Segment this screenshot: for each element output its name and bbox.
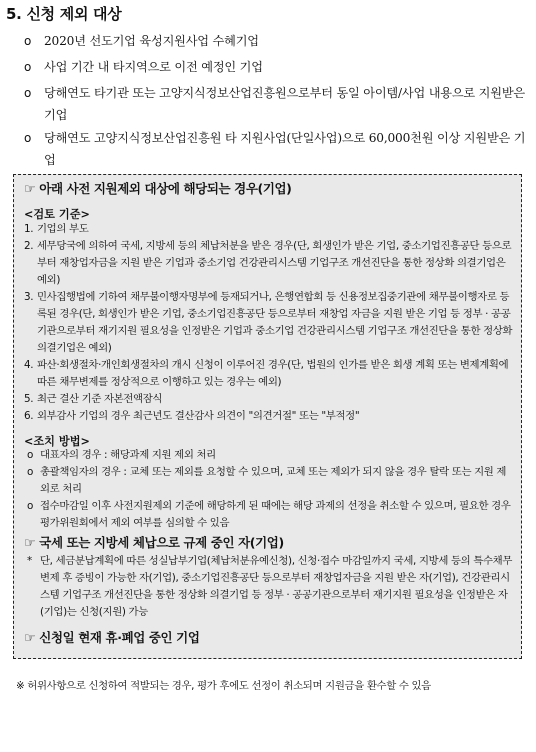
section-title-text: 아래 사전 지원제외 대상에 해당되는 경우(기업) <box>39 181 292 196</box>
bullet-item <box>24 56 526 78</box>
item-number: 2. <box>24 240 34 252</box>
item-text: 기업의 부도 <box>37 223 89 235</box>
action-method-label: <조치 방법> <box>24 435 90 448</box>
review-item <box>24 408 513 425</box>
pointing-hand-icon: ☞ <box>24 182 36 197</box>
bullet-marker: o <box>24 60 32 74</box>
item-number: 4. <box>24 359 34 371</box>
footnote: ※ 허위사항으로 신청하여 적발되는 경우, 평가 후에도 선정이 취소되며 지원금을 환수할 수 있음 <box>16 680 431 692</box>
note-text: 단, 세금분납계획에 따른 성실납부기업(체납처분유예신청), 신청·접수 마감일까지 국세, 지방세 등의 특수채무 변제 후 증빙이 가능한 자(기업), 중소기업진흥공단 등으로부터 재창업자금을 지원 받은 자(기업), 건강관리시스템 기업구조 개선진단을 통한 정상화 의결기업 등 정부 · 공공기관으로부터 재기지원 필요성을 인정받은 자(기업)는 신청(지원) 가능 <box>40 555 513 618</box>
action-marker: o <box>27 466 34 478</box>
review-item <box>24 391 513 408</box>
action-text: 접수마감일 이후 사전지원제외 기준에 해당하게 된 때에는 해당 과제의 선정을 취소할 수 있으며, 필요한 경우 평가위원회에서 제외 여부를 심의할 수 있음 <box>40 500 511 529</box>
item-number: 5. <box>24 393 34 405</box>
item-number: 1. <box>24 223 34 235</box>
item-text: 세무당국에 의하여 국세, 지방세 등의 체납처분을 받은 경우(단, 회생인가 받은 기업, 중소기업진흥공단 등으로부터 재창업자금을 지원 받은 기업과 중소기업 건강관리시스템 기업구조 개선진단을 통한 정상화 의결기업은 예외) <box>37 240 512 286</box>
action-item <box>24 464 513 498</box>
bullet-text: 2020년 선도기업 육성지원사업 수혜기업 <box>44 34 259 48</box>
section-title-pre-exclusion <box>24 179 291 197</box>
action-text: 대표자의 경우 : 해당과제 지원 제외 처리 <box>40 449 216 461</box>
section-title-closed-business <box>24 628 200 646</box>
review-item <box>24 289 513 357</box>
bullet-marker: o <box>24 86 32 100</box>
note-marker: * <box>27 555 32 567</box>
exclusion-criteria-box <box>13 174 522 659</box>
item-text: 외부감사 기업의 경우 최근년도 결산감사 의견이 "의견거절" 또는 "부적정" <box>37 410 360 422</box>
item-text: 최근 결산 기준 자본전액잠식 <box>37 393 163 405</box>
section-title-text: 신청일 현재 휴·폐업 중인 기업 <box>39 630 200 645</box>
item-text: 파산·회생절차·개인회생절차의 개시 신청이 이루어진 경우(단, 법원의 인가를 받은 회생 계획 또는 변제계획에 따른 채무변제를 정상적으로 이행하고 있는 경우는 예외) <box>37 359 509 388</box>
action-marker: o <box>27 449 34 461</box>
item-text: 민사집행법에 기하여 채무불이행자명부에 등재되거나, 은행연합회 등 신용정보집중기관에 채무불이행자로 등록된 경우(단, 회생인가 받은 기업, 중소기업진흥공단 등으로부터 재창업 자금을 지원 받은 기업 등 정부 · 공공기관으로부터 재기지원 필요성을 인정받은 기업과 중소기업 건강관리시스템 기업구조 개선진단을 통한 정상화 의결기업은 예외) <box>37 291 513 354</box>
action-item <box>24 498 513 532</box>
bullet-text: 당해연도 고양지식정보산업진흥원 타 지원사업(단일사업)으로 60,000천원 이상 지원받은 기업 <box>44 131 526 167</box>
review-item <box>24 221 513 238</box>
item-number: 3. <box>24 291 34 303</box>
bullet-item <box>24 82 526 126</box>
bullet-text: 사업 기간 내 타지역으로 이전 예정인 기업 <box>44 60 263 74</box>
bullet-marker: o <box>24 34 32 48</box>
pointing-hand-icon: ☞ <box>24 536 36 551</box>
bullet-item <box>24 30 526 52</box>
review-item <box>24 238 513 289</box>
action-item <box>24 447 513 464</box>
review-criteria-label: <검토 기준> <box>24 208 90 221</box>
bullet-text: 당해연도 타기관 또는 고양지식정보산업진흥원으로부터 동일 아이템/사업 내용으로 지원받은 기업 <box>44 86 525 122</box>
review-item <box>24 357 513 391</box>
pointing-hand-icon: ☞ <box>24 631 36 646</box>
section-title-text: 국세 또는 지방세 체납으로 규제 중인 자(기업) <box>39 535 284 550</box>
bullet-item <box>24 127 526 171</box>
action-marker: o <box>27 500 34 512</box>
bullet-marker: o <box>24 131 32 145</box>
tax-exception-note <box>24 553 513 621</box>
action-text: 총괄책임자의 경우 : 교체 또는 제외를 요청할 수 있으며, 교체 또는 제외가 되지 않을 경우 탈락 또는 지원 제외로 처리 <box>40 466 507 495</box>
item-number: 6. <box>24 410 34 422</box>
section-heading: 5. 신청 제외 대상 <box>6 5 122 23</box>
section-title-tax-arrears <box>24 533 284 551</box>
